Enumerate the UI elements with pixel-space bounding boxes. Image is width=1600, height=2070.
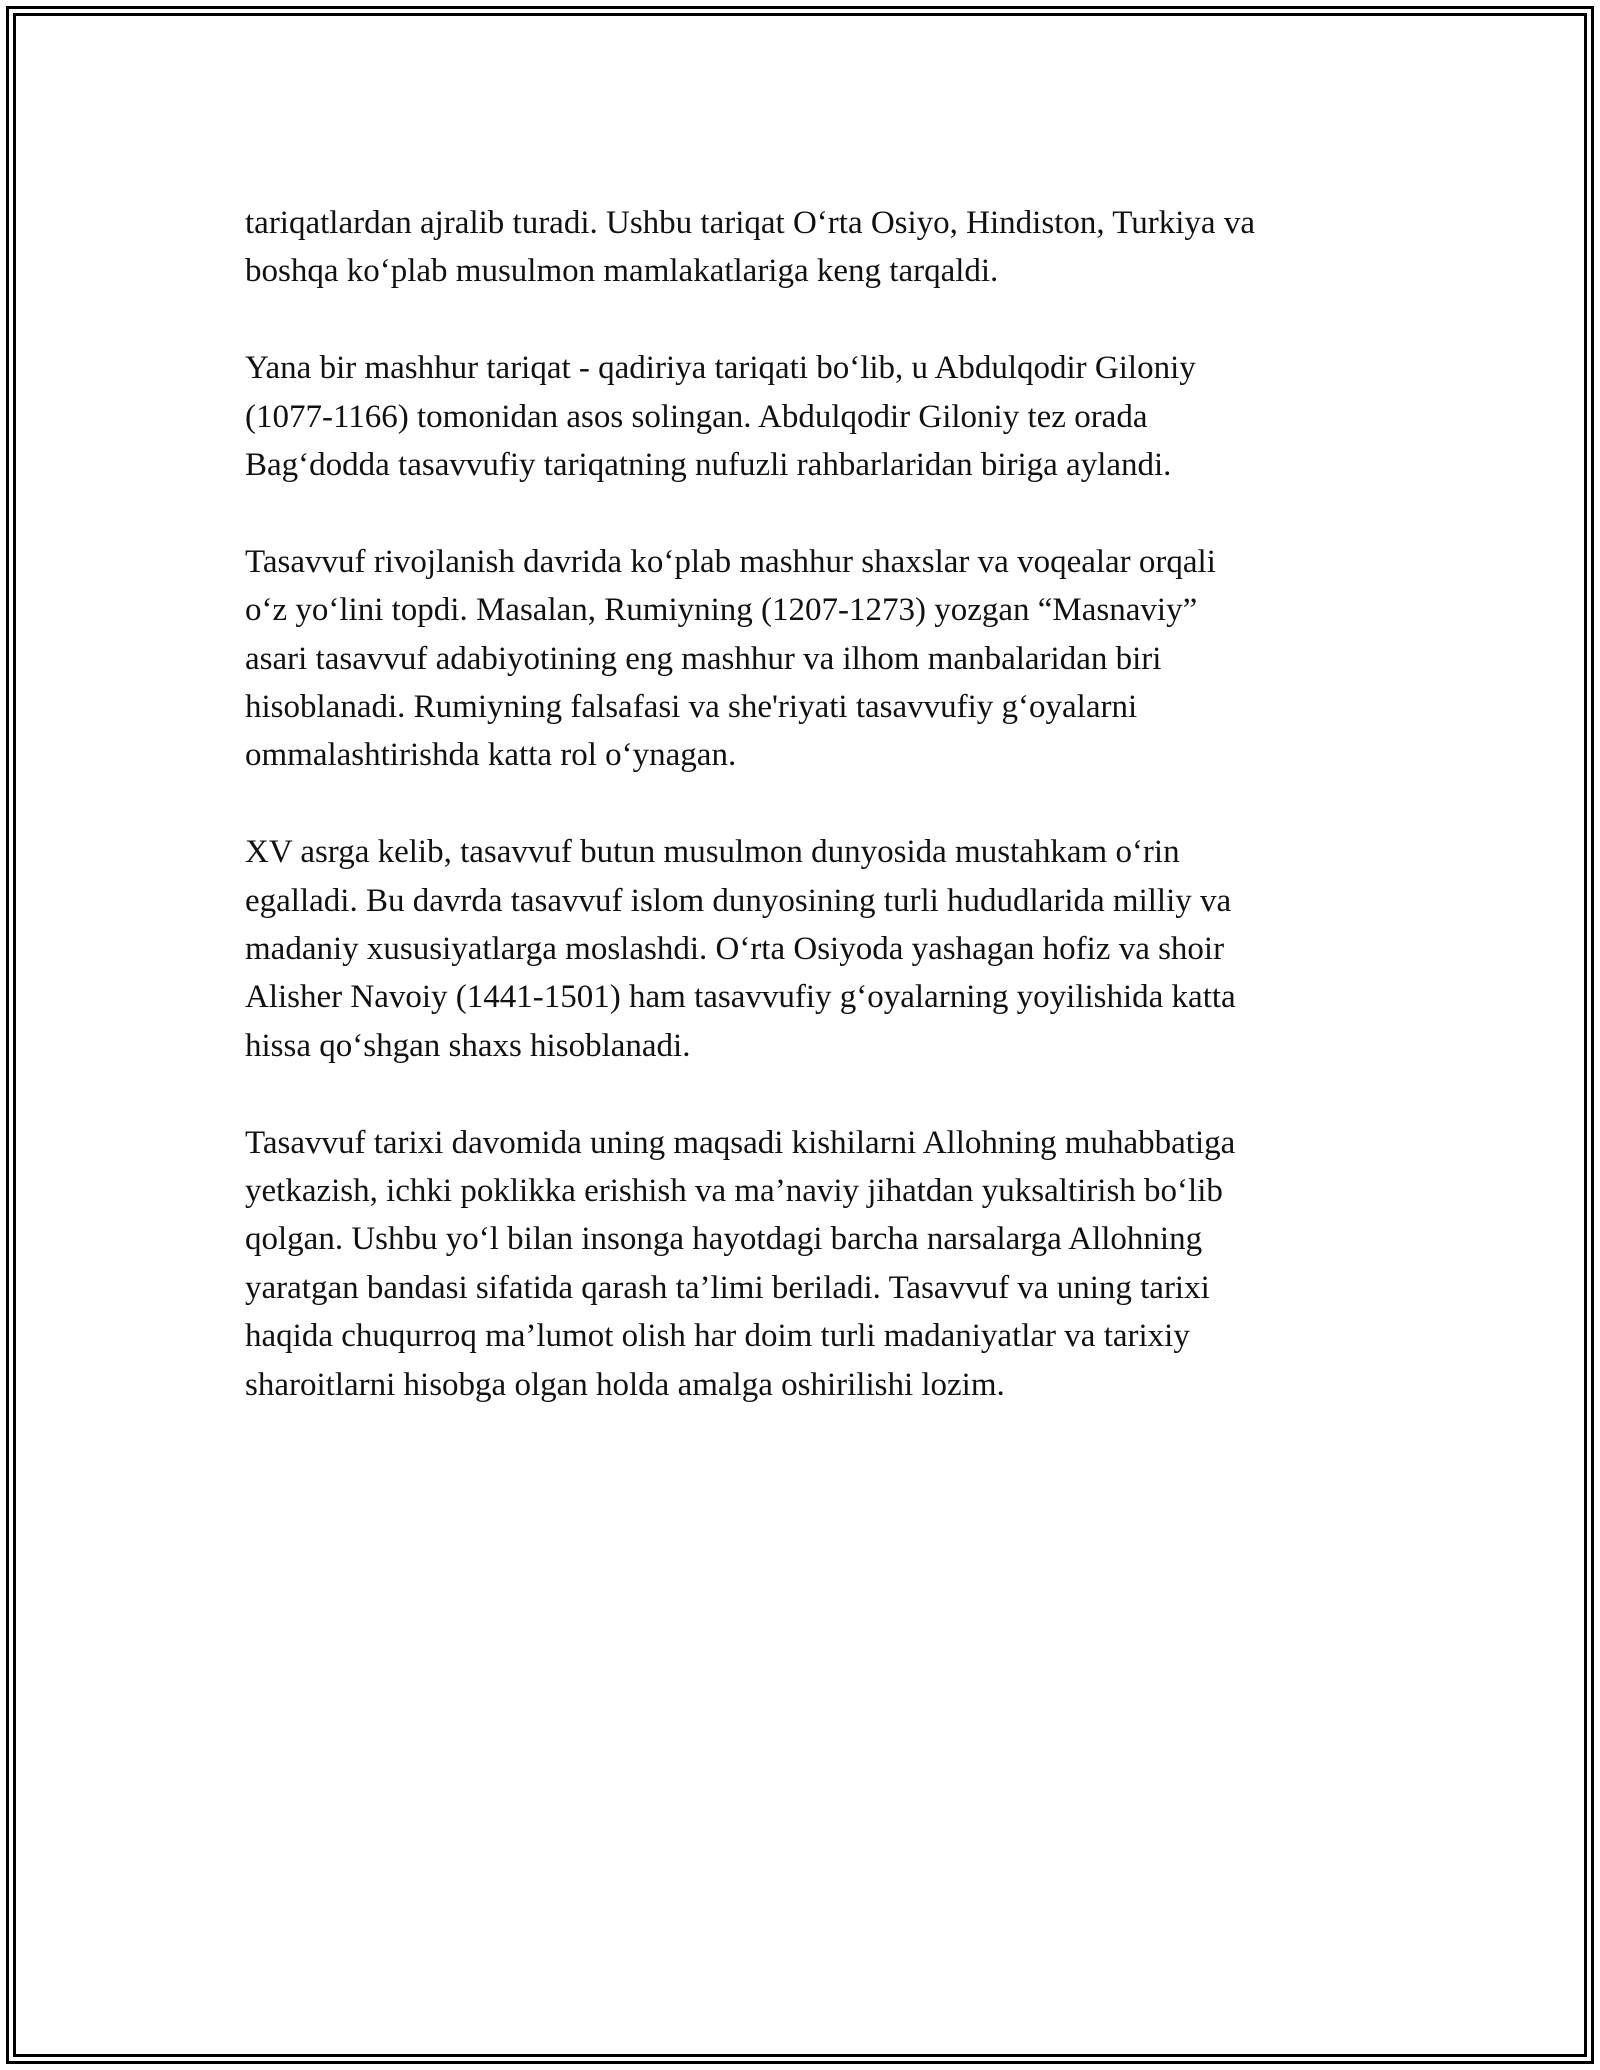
text-line: yaratgan bandasi sifatida qarash ta’limi beriladi. Tasavvuf va uning tarixi xyxy=(245,1269,1210,1306)
page-border-outer xyxy=(6,6,1594,2064)
text-line: sharoitlarni hisobga olgan holda amalga oshirilishi lozim. xyxy=(245,1366,1005,1403)
paragraph-5 xyxy=(245,1119,1395,1409)
text-line: hissa qo‘shgan shaxs hisoblanadi. xyxy=(245,1027,691,1064)
text-line: XV asrga kelib, tasavvuf butun musulmon dunyosida mustahkam o‘rin xyxy=(245,834,1180,871)
text-line: yetkazish, ichki poklikka erishish va ma’naviy jihatdan yuksaltirish bo‘lib xyxy=(245,1173,1223,1210)
text-line: egalladi. Bu davrda tasavvuf islom dunyosining turli hududlarida milliy va xyxy=(245,882,1232,919)
text-line: tariqatlardan ajralib turadi. Ushbu tariqat O‘rta Osiyo, Hindiston, Turkiya va xyxy=(245,205,1255,241)
text-line: ommalashtirishda katta rol o‘ynagan. xyxy=(245,737,737,774)
text-line: hisoblanadi. Rumiyning falsafasi va she'riyati tasavvufiy g‘oyalarni xyxy=(245,689,1138,726)
text-line: asari tasavvuf adabiyotining eng mashhur va ilhom manbalaridan biri xyxy=(245,640,1162,677)
paragraph-4 xyxy=(245,828,1395,1070)
text-line: Yana bir mashhur tariqat - qadiriya tariqati bo‘lib, u Abdulqodir Giloniy xyxy=(245,350,1196,387)
text-line: (1077-1166) tomonidan asos solingan. Abdulqodir Giloniy tez orada xyxy=(245,398,1148,435)
paragraph-2 xyxy=(245,344,1395,489)
text-line: haqida chuqurroq ma’lumot olish har doim turli madaniyatlar va tarixiy xyxy=(245,1318,1190,1355)
text-line: Alisher Navoiy (1441-1501) ham tasavvufiy g‘oyalarning yoyilishida katta xyxy=(245,979,1236,1016)
document-body xyxy=(245,199,1395,1457)
paragraph-3 xyxy=(245,538,1395,780)
text-line: o‘z yo‘lini topdi. Masalan, Rumiyning (1207-1273) yozgan “Masnaviy” xyxy=(245,592,1198,629)
text-line: madaniy xususiyatlarga moslashdi. O‘rta Osiyoda yashagan hofiz va shoir xyxy=(245,931,1225,968)
text-line: Tasavvuf tarixi davomida uning maqsadi kishilarni Allohning muhabbatiga xyxy=(245,1124,1236,1161)
paragraph-1 xyxy=(245,199,1395,296)
text-line: Tasavvuf rivojlanish davrida ko‘plab mashhur shaxslar va voqealar orqali xyxy=(245,543,1216,580)
text-line: boshqa ko‘plab musulmon mamlakatlariga keng tarqaldi. xyxy=(245,253,999,290)
text-line: qolgan. Ushbu yo‘l bilan insonga hayotdagi barcha narsalarga Allohning xyxy=(245,1221,1203,1258)
text-line: Bag‘dodda tasavvufiy tariqatning nufuzli rahbarlaridan biriga aylandi. xyxy=(245,447,1172,484)
